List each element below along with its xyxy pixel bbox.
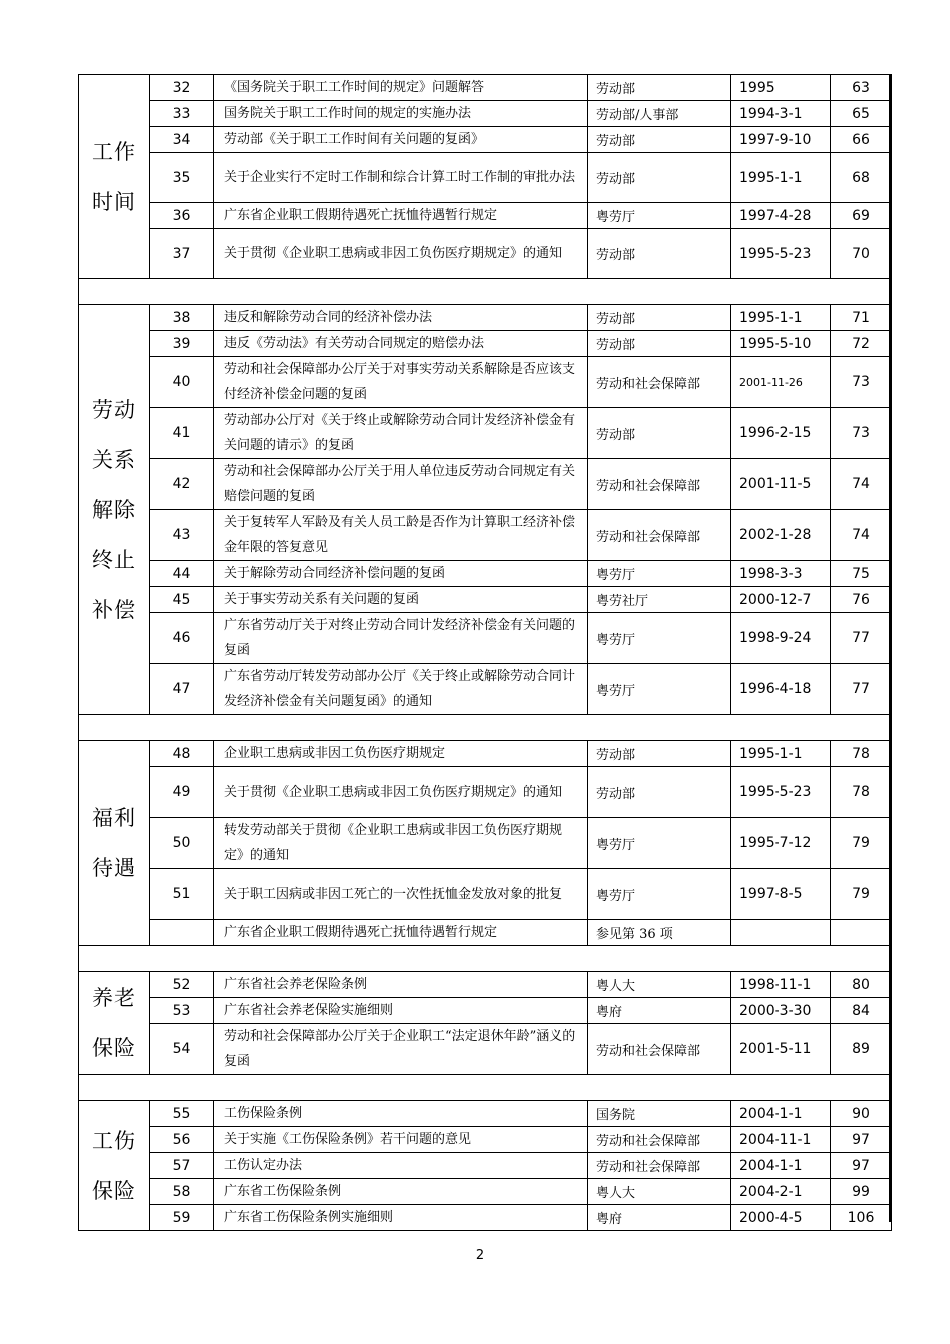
document-title-cell: 国务院关于职工工作时间的规定的实施办法 [214, 101, 588, 127]
item-number-cell: 43 [150, 510, 214, 561]
effective-date-cell: 2001-11-26 [731, 357, 831, 408]
item-number-cell: 37 [150, 229, 214, 279]
issuer-cell: 劳动部 [588, 305, 731, 331]
document-title-cell: 劳动和社会保障部办公厅关于用人单位违反劳动合同规定有关赔偿问题的复函 [214, 459, 588, 510]
effective-date-cell: 2004-11-1 [731, 1127, 831, 1153]
document-title-cell: 劳动部办公厅对《关于终止或解除劳动合同计发经济补偿金有关问题的请示》的复函 [214, 408, 588, 459]
item-number-cell: 47 [150, 664, 214, 715]
document-title-cell: 广东省工伤保险条例 [214, 1179, 588, 1205]
category-cell: 劳动 关系 解除 终止 补偿 [79, 305, 150, 715]
table-row [79, 664, 892, 715]
document-title-cell: 关于复转军人军龄及有关人员工龄是否作为计算职工经济补偿金年限的答复意见 [214, 510, 588, 561]
effective-date-cell: 2000-3-30 [731, 998, 831, 1024]
table-row [79, 972, 892, 998]
page-ref-cell [831, 920, 892, 946]
page-ref-cell: 73 [831, 408, 892, 459]
issuer-cell: 劳动和社会保障部 [588, 510, 731, 561]
item-number-cell: 38 [150, 305, 214, 331]
item-number-cell: 33 [150, 101, 214, 127]
item-number-cell [150, 920, 214, 946]
effective-date-cell: 1995-5-23 [731, 229, 831, 279]
page-ref-cell: 97 [831, 1153, 892, 1179]
item-number-cell: 44 [150, 561, 214, 587]
item-number-cell: 35 [150, 153, 214, 203]
issuer-cell: 粤府 [588, 998, 731, 1024]
table-row [79, 869, 892, 920]
document-title-cell: 关于解除劳动合同经济补偿问题的复函 [214, 561, 588, 587]
table-row [79, 1179, 892, 1205]
table-row [79, 203, 892, 229]
section-spacer-row [79, 1075, 892, 1101]
item-number-cell: 32 [150, 75, 214, 101]
table-row [79, 305, 892, 331]
effective-date-cell: 1998-11-1 [731, 972, 831, 998]
effective-date-cell: 2002-1-28 [731, 510, 831, 561]
effective-date-cell: 1998-3-3 [731, 561, 831, 587]
page-ref-cell: 74 [831, 459, 892, 510]
effective-date-cell: 1995-7-12 [731, 818, 831, 869]
table-row [79, 408, 892, 459]
document-title-cell: 关于贯彻《企业职工患病或非因工负伤医疗期规定》的通知 [214, 767, 588, 818]
document-title-cell: 关于实施《工伤保险条例》若干问题的意见 [214, 1127, 588, 1153]
table-row [79, 1024, 892, 1075]
page-ref-cell: 66 [831, 127, 892, 153]
item-number-cell: 42 [150, 459, 214, 510]
document-title-cell: 广东省企业职工假期待遇死亡抚恤待遇暂行规定 [214, 203, 588, 229]
effective-date-cell: 2001-11-5 [731, 459, 831, 510]
item-number-cell: 58 [150, 1179, 214, 1205]
page-ref-cell: 106 [831, 1205, 892, 1231]
document-title-cell: 广东省社会养老保险条例 [214, 972, 588, 998]
effective-date-cell: 1995 [731, 75, 831, 101]
page-ref-cell: 84 [831, 998, 892, 1024]
document-title-cell: 广东省企业职工假期待遇死亡抚恤待遇暂行规定 [214, 920, 588, 946]
item-number-cell: 51 [150, 869, 214, 920]
section-spacer-row [79, 946, 892, 972]
effective-date-cell: 2001-5-11 [731, 1024, 831, 1075]
item-number-cell: 48 [150, 741, 214, 767]
issuer-cell: 劳动部 [588, 75, 731, 101]
section-spacer-row [79, 279, 892, 305]
table-row [79, 818, 892, 869]
item-number-cell: 57 [150, 1153, 214, 1179]
document-title-cell: 广东省工伤保险条例实施细则 [214, 1205, 588, 1231]
spacer-cell [79, 946, 892, 972]
table-body [79, 75, 892, 1231]
table-row [79, 1205, 892, 1231]
issuer-cell: 劳动部 [588, 153, 731, 203]
table-row [79, 127, 892, 153]
effective-date-cell: 1995-5-23 [731, 767, 831, 818]
regulations-table [78, 74, 892, 1231]
table-row [79, 767, 892, 818]
table-row [79, 101, 892, 127]
item-number-cell: 50 [150, 818, 214, 869]
effective-date-cell: 1995-1-1 [731, 741, 831, 767]
issuer-cell: 粤人大 [588, 972, 731, 998]
page-ref-cell: 72 [831, 331, 892, 357]
document-title-cell: 工伤认定办法 [214, 1153, 588, 1179]
page-ref-cell: 80 [831, 972, 892, 998]
table-row [79, 998, 892, 1024]
issuer-cell: 劳动部 [588, 229, 731, 279]
issuer-cell: 劳动部 [588, 331, 731, 357]
table-row [79, 331, 892, 357]
item-number-cell: 59 [150, 1205, 214, 1231]
spacer-cell [79, 279, 892, 305]
effective-date-cell: 2004-2-1 [731, 1179, 831, 1205]
effective-date-cell: 2000-4-5 [731, 1205, 831, 1231]
issuer-cell: 粤劳社厅 [588, 587, 731, 613]
document-title-cell: 关于贯彻《企业职工患病或非因工负伤医疗期规定》的通知 [214, 229, 588, 279]
document-title-cell: 关于事实劳动关系有关问题的复函 [214, 587, 588, 613]
table-row [79, 1101, 892, 1127]
page-ref-cell: 68 [831, 153, 892, 203]
issuer-cell: 粤劳厅 [588, 203, 731, 229]
document-title-cell: 劳动和社会保障部办公厅关于对事实劳动关系解除是否应该支付经济补偿金问题的复函 [214, 357, 588, 408]
table-row [79, 1127, 892, 1153]
issuer-cell: 劳动部/人事部 [588, 101, 731, 127]
item-number-cell: 49 [150, 767, 214, 818]
document-title-cell: 转发劳动部关于贯彻《企业职工患病或非因工负伤医疗期规定》的通知 [214, 818, 588, 869]
issuer-cell: 粤劳厅 [588, 613, 731, 664]
page-ref-cell: 69 [831, 203, 892, 229]
page-ref-cell: 89 [831, 1024, 892, 1075]
page-ref-cell: 73 [831, 357, 892, 408]
item-number-cell: 39 [150, 331, 214, 357]
page-ref-cell: 76 [831, 587, 892, 613]
page-ref-cell: 70 [831, 229, 892, 279]
table-row [79, 561, 892, 587]
item-number-cell: 46 [150, 613, 214, 664]
effective-date-cell: 2004-1-1 [731, 1101, 831, 1127]
page-ref-cell: 74 [831, 510, 892, 561]
table-row [79, 613, 892, 664]
item-number-cell: 34 [150, 127, 214, 153]
item-number-cell: 56 [150, 1127, 214, 1153]
item-number-cell: 54 [150, 1024, 214, 1075]
item-number-cell: 55 [150, 1101, 214, 1127]
document-title-cell: 广东省劳动厅转发劳动部办公厅《关于终止或解除劳动合同计发经济补偿金有关问题复函》的通知 [214, 664, 588, 715]
issuer-cell: 劳动和社会保障部 [588, 1153, 731, 1179]
issuer-cell: 劳动部 [588, 741, 731, 767]
page-ref-cell: 78 [831, 741, 892, 767]
effective-date-cell: 1997-4-28 [731, 203, 831, 229]
table-row [79, 741, 892, 767]
table-row [79, 587, 892, 613]
page-ref-cell: 75 [831, 561, 892, 587]
category-cell: 养老 保险 [79, 972, 150, 1075]
category-cell: 工伤 保险 [79, 1101, 150, 1231]
issuer-cell: 劳动和社会保障部 [588, 459, 731, 510]
document-title-cell: 劳动部《关于职工工作时间有关问题的复函》 [214, 127, 588, 153]
item-number-cell: 45 [150, 587, 214, 613]
table-row [79, 1153, 892, 1179]
table-right-border [889, 74, 892, 1222]
page-ref-cell: 90 [831, 1101, 892, 1127]
issuer-cell: 劳动和社会保障部 [588, 1024, 731, 1075]
effective-date-cell: 1996-2-15 [731, 408, 831, 459]
issuer-cell: 劳动部 [588, 127, 731, 153]
effective-date-cell: 2004-1-1 [731, 1153, 831, 1179]
table-row [79, 459, 892, 510]
issuer-cell: 参见第 36 项 [588, 920, 731, 946]
effective-date-cell: 1996-4-18 [731, 664, 831, 715]
page-ref-cell: 65 [831, 101, 892, 127]
effective-date-cell: 1995-1-1 [731, 305, 831, 331]
effective-date-cell: 2000-12-7 [731, 587, 831, 613]
spacer-cell [79, 1075, 892, 1101]
table-row [79, 75, 892, 101]
page-ref-cell: 97 [831, 1127, 892, 1153]
table-row [79, 357, 892, 408]
effective-date-cell: 1997-9-10 [731, 127, 831, 153]
table-row [79, 920, 892, 946]
issuer-cell: 劳动部 [588, 408, 731, 459]
issuer-cell: 粤劳厅 [588, 664, 731, 715]
page-ref-cell: 79 [831, 869, 892, 920]
page-ref-cell: 78 [831, 767, 892, 818]
item-number-cell: 53 [150, 998, 214, 1024]
document-title-cell: 广东省社会养老保险实施细则 [214, 998, 588, 1024]
effective-date-cell [731, 920, 831, 946]
document-title-cell: 劳动和社会保障部办公厅关于企业职工“法定退休年龄”涵义的复函 [214, 1024, 588, 1075]
page-number: 2 [475, 1248, 485, 1263]
document-title-cell: 工伤保险条例 [214, 1101, 588, 1127]
page-ref-cell: 99 [831, 1179, 892, 1205]
effective-date-cell: 1997-8-5 [731, 869, 831, 920]
effective-date-cell: 1998-9-24 [731, 613, 831, 664]
effective-date-cell: 1995-5-10 [731, 331, 831, 357]
table-row [79, 153, 892, 203]
issuer-cell: 粤劳厅 [588, 561, 731, 587]
document-title-cell: 企业职工患病或非因工负伤医疗期规定 [214, 741, 588, 767]
category-cell: 工作 时间 [79, 75, 150, 279]
issuer-cell: 粤人大 [588, 1179, 731, 1205]
document-title-cell: 《国务院关于职工工作时间的规定》问题解答 [214, 75, 588, 101]
item-number-cell: 52 [150, 972, 214, 998]
item-number-cell: 36 [150, 203, 214, 229]
document-title-cell: 关于职工因病或非因工死亡的一次性抚恤金发放对象的批复 [214, 869, 588, 920]
page-ref-cell: 77 [831, 613, 892, 664]
issuer-cell: 粤府 [588, 1205, 731, 1231]
section-spacer-row [79, 715, 892, 741]
page-ref-cell: 77 [831, 664, 892, 715]
table-row [79, 510, 892, 561]
issuer-cell: 国务院 [588, 1101, 731, 1127]
page-ref-cell: 79 [831, 818, 892, 869]
issuer-cell: 劳动部 [588, 767, 731, 818]
page-ref-cell: 71 [831, 305, 892, 331]
item-number-cell: 41 [150, 408, 214, 459]
effective-date-cell: 1994-3-1 [731, 101, 831, 127]
table-row [79, 229, 892, 279]
issuer-cell: 粤劳厅 [588, 818, 731, 869]
spacer-cell [79, 715, 892, 741]
document-title-cell: 关于企业实行不定时工作制和综合计算工时工作制的审批办法 [214, 153, 588, 203]
issuer-cell: 劳动和社会保障部 [588, 357, 731, 408]
effective-date-cell: 1995-1-1 [731, 153, 831, 203]
issuer-cell: 粤劳厅 [588, 869, 731, 920]
category-cell: 福利 待遇 [79, 741, 150, 946]
document-title-cell: 违反《劳动法》有关劳动合同规定的赔偿办法 [214, 331, 588, 357]
document-title-cell: 广东省劳动厅关于对终止劳动合同计发经济补偿金有关问题的复函 [214, 613, 588, 664]
document-title-cell: 违反和解除劳动合同的经济补偿办法 [214, 305, 588, 331]
issuer-cell: 劳动和社会保障部 [588, 1127, 731, 1153]
page-ref-cell: 63 [831, 75, 892, 101]
item-number-cell: 40 [150, 357, 214, 408]
